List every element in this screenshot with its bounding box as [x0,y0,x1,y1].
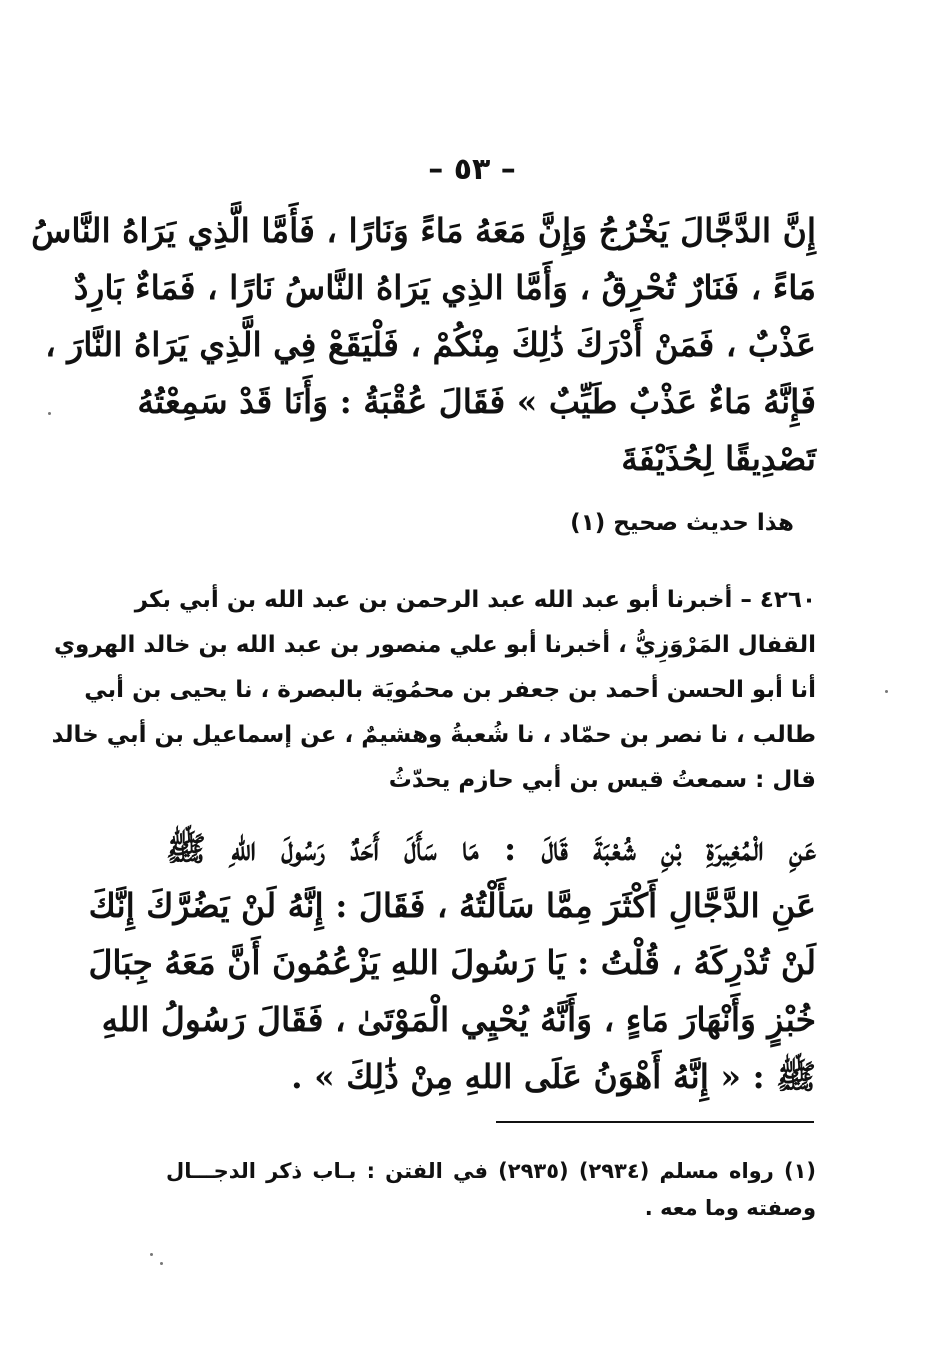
hadith-text-line: تَصْدِيقًا لِحُذَيْفَةَ [621,439,816,478]
isnad-line: ٤٢٦٠ – أخبرنا أبو عبد الله عبد الرحمن بن عبد الله بن أبي بكر [134,587,816,613]
footnote-line: وصفته وما معه . [644,1196,816,1220]
footnote-line: (١) رواه مسلم (٢٩٣٤) (٢٩٣٥) في الفتن : بـاب ذكر الدجـــال [166,1159,816,1183]
hadith-text-block [31,202,816,487]
footnote-block [166,1153,816,1227]
scan-speck [150,1253,153,1256]
hadith-text-line: فَإِنَّهُ مَاءٌ عَذْبٌ طَيِّبٌ » فَقَالَ عُقْبَةُ : وَأَنَا قَدْ سَمِعْتُهُ [137,382,816,421]
isnad-block [51,578,816,803]
footnote-separator [496,1121,814,1123]
matn-block [88,820,816,1105]
scan-speck [48,412,51,415]
page-number: – ٥٣ – [428,152,516,187]
matn-line: عَنِ الدَّجَّالِ أَكْثَرَ مِمَّا سَأَلْتُهُ ، فَقَالَ : إِنَّهُ لَنْ يَضُرَّكَ إِنَّكَ [88,886,816,925]
isnad-line: قال : سمعتُ قيس بن أبي حازم يحدّثُ [388,767,816,793]
matn-line: عَنِ الْمُغِيرَةِ بْنِ شُعْبَةَ قَالَ : مَا سَأَلَ أَحَدٌ رَسُولَ اللهِ ﷺ [166,829,816,868]
hadith-grade: هذا حديث صحيح (١) [570,510,794,536]
scan-speck [160,1262,163,1265]
matn-line: لَنْ تُدْرِكَهُ ، قُلْتُ : يَا رَسُولَ اللهِ يَزْعُمُونَ أَنَّ مَعَهُ جِبَالَ [88,943,816,982]
hadith-text-line: إِنَّ الدَّجَّالَ يَخْرُجُ وَإِنَّ مَعَهُ مَاءً وَنَارًا ، فَأَمَّا الَّذِي يَرَاهُ النَّاسُ [31,211,816,250]
matn-line: خُبْزٍ وَأَنْهَارَ مَاءٍ ، وَأَنَّهُ يُحْيِي الْمَوْتَىٰ ، فَقَالَ رَسُولُ اللهِ [101,1000,816,1039]
matn-line: ﷺ : « إِنَّهُ أَهْوَنُ عَلَى اللهِ مِنْ ذَٰلِكَ » . [291,1057,816,1096]
isnad-line: القفال المَرْوَزِيُّ ، أخبرنا أبو علي منصور بن عبد الله بن خالد الهروي [53,632,816,658]
hadith-text-line: مَاءً ، فَنَارٌ تُحْرِقُ ، وَأَمَّا الذِي يَرَاهُ النَّاسُ نَارًا ، فَمَاءٌ بَارِدٌ [73,268,816,307]
isnad-line: أنا أبو الحسن أحمد بن جعفر بن محمُويَة بالبصرة ، نا يحيى بن أبي [84,677,816,703]
hadith-text-line: عَذْبٌ ، فَمَنْ أَدْرَكَ ذَٰلِكَ مِنْكُمْ ، فَلْيَقَعْ فِي الَّذِي يَرَاهُ النَّارَ ، [45,325,816,364]
scan-speck [885,690,888,693]
isnad-line: طالب ، نا نصر بن حمّاد ، نا شُعبةُ وهشيمٌ ، عن إسماعيل بن أبي خالد [51,722,816,748]
